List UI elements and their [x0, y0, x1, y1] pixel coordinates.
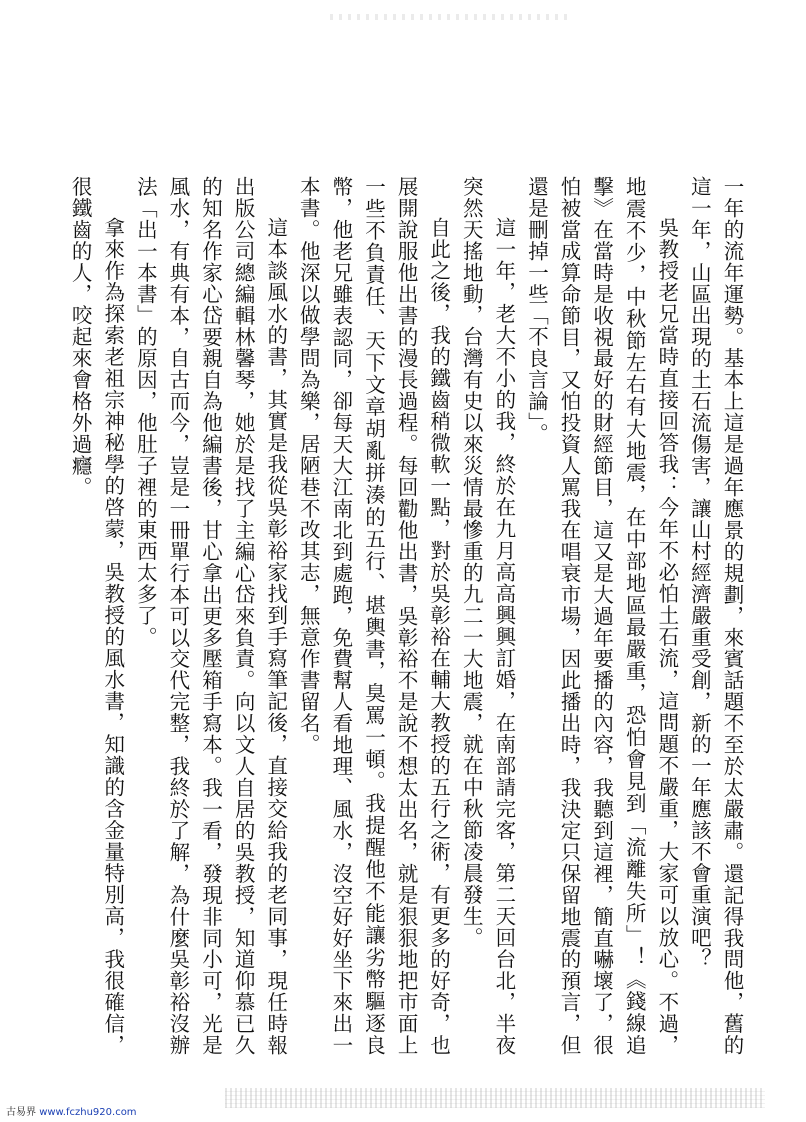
paragraph-1: 一年的流年運勢。基本上這是過年應景的規劃，來賓話題不至於太嚴肅。還記得我問他，舊的這一年，山區出現的土石流傷害，讓山村經濟嚴重受創，新的一年應該不會重演吧？ — [687, 176, 744, 1056]
site-watermark — [6, 1103, 137, 1118]
paragraph-3: 這一年，老大不小的我，終於在九月高高興興訂婚，在南部請完客，第二天回台北，半夜突然天搖地動，台灣有史以來災情最慘重的九二一大地震，就在中秋節凌晨發生。 — [459, 176, 516, 1056]
watermark-site-name: 古易界 — [6, 1107, 36, 1118]
scan-noise-top — [330, 14, 570, 20]
paragraph-4: 自此之後，我的鐵齒稍微軟一點，對於吳彰裕在輔大教授的五行之術，有更多的好奇，也展開說服他出書的漫長過程。每回勸他出書，吳彰裕不是說不想太出名，就是狠狠地把市面上一些不負責任、天下文章胡亂拼湊的五行、堪輿書，臭罵一頓。我提醒他不能讓劣幣驅逐良幣，他老兄雖表認同，卻每天大江南北到處跑，免費幫人看地理、風水，沒空好好坐下來出一本書。他深以做學問為樂，居陋巷不改其志，無意作書留名。 — [296, 176, 451, 1056]
book-page-text — [48, 176, 748, 1056]
paragraph-6: 拿來作為探索老祖宗神秘學的啓蒙，吳教授的風水書，知識的含金量特別高，我很確信，很鐵齒的人，咬起來會格外過癮。 — [68, 176, 125, 1056]
watermark-url[interactable]: www.fczhu920.com — [39, 1107, 137, 1118]
paragraph-2: 吳教授老兄當時直接回答我：今年不必怕土石流，這問題不嚴重，大家可以放心。不過，地震不少，中秋節左右有大地震，在中部地區最嚴重，恐怕會見到「流離失所」！《錢線追擊》在當時是收視最好的財經節目，這又是大過年要播的內容，我聽到這裡，簡直嚇壞了，很怕被當成算命節目，又怕投資人罵我在唱衰市場，因此播出時，我決定只保留地震的預言，但還是刪掉一些「不良言論」。 — [524, 176, 679, 1056]
scan-noise-bottom — [225, 1088, 765, 1108]
paragraph-5: 這本談風水的書，其實是我從吳彰裕家找到手寫筆記後，直接交給我的老同事，現任時報出版公司總編輯林馨琴，她於是找了主編心岱來負責。向以文人自居的吳教授，知道仰慕已久的知名作家心岱要親自為他編書後，甘心拿出更多壓箱手寫本。我一看，發現非同小可，光是風水，有典有本，自古而今，豈是一冊單行本可以交代完整，我終於了解，為什麼吳彰裕沒辦法「出一本書」的原因，他肚子裡的東西太多了。 — [133, 176, 288, 1056]
